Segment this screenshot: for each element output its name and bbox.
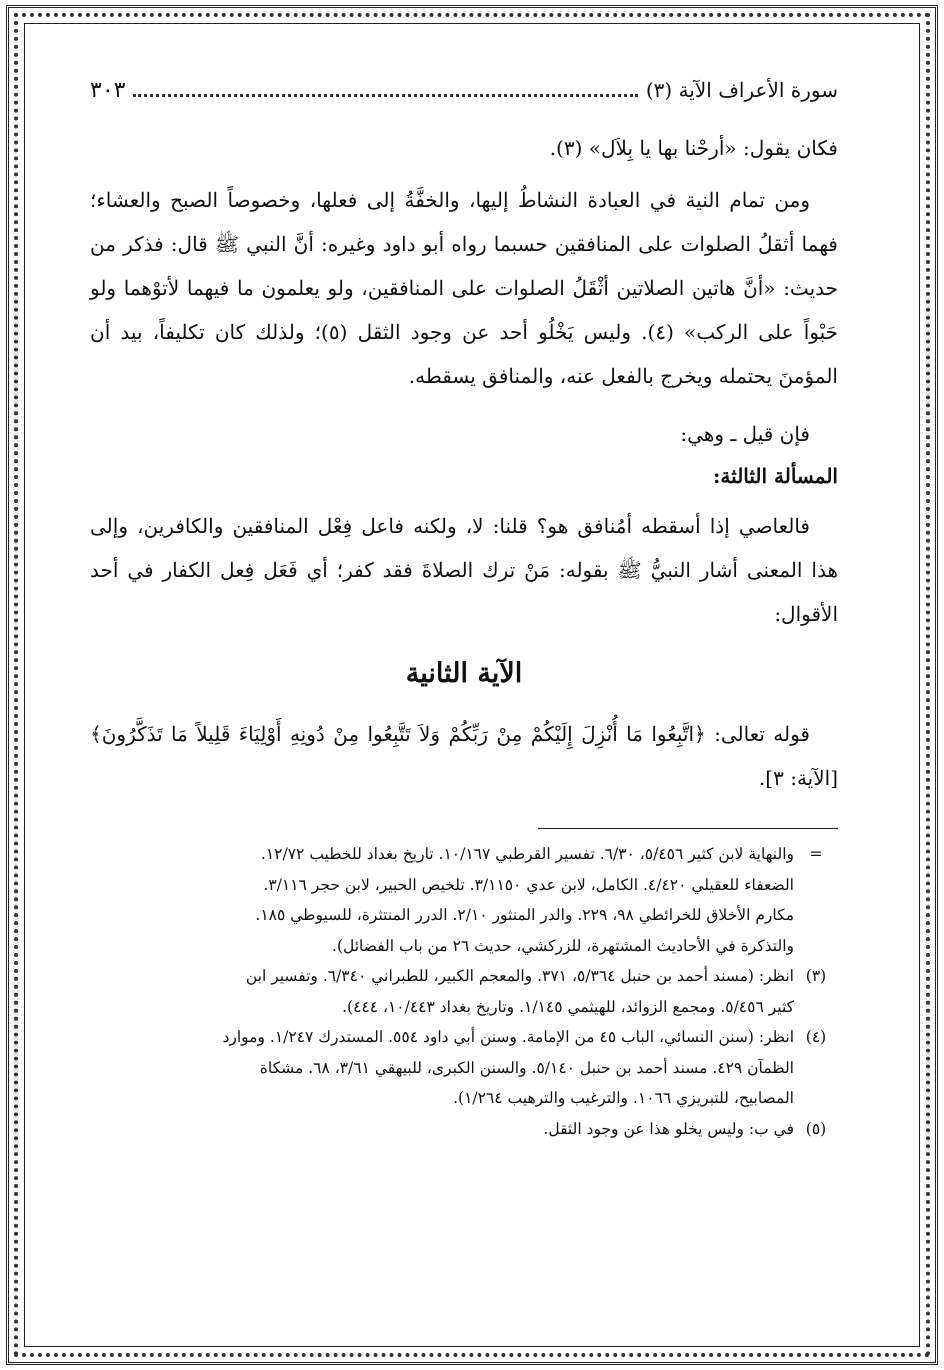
footnote-text [90, 839, 794, 961]
running-head-title: سورة الأعراف الآية (٣) [645, 78, 838, 102]
footnote-mark: = [809, 845, 823, 863]
footnote-3 [90, 961, 838, 1022]
running-head [90, 78, 838, 112]
section-heading: المسألة الثالثة: [713, 464, 838, 488]
footnote-4 [90, 1022, 838, 1114]
ayah-heading: الآية الثانية [405, 658, 523, 689]
footnote-text [90, 961, 794, 1022]
body-paragraph-1: فكان يقول: «أرحْنا بها يا بِلاَل» (٣). [549, 136, 838, 160]
footnote-line: كثير ٥/٤٥٦. ومجمع الزوائد، للهيثمي ١/١٤٥. وتاريخ بغداد ١٠/٤٤٣، ٤٤٤). [342, 997, 794, 1016]
footnote-line: والتذكرة في الأحاديث المشتهرة، للزركشي، حديث ٢٦ من باب الفضائل). [332, 936, 794, 955]
body-paragraph-3: فإن قيل ـ وهي: [680, 422, 810, 446]
footnote-mark: (٤) [805, 1028, 827, 1046]
footnote-text [90, 1022, 794, 1114]
body-paragraph-5: قوله تعالى: ﴿اتَّبِعُوا مَا أُنْزِلَ إِلَيْكُمْ مِنْ رَبِّكُمْ وَلاَ تَتَّبِعُوا مِنْ دُونِهِ أَوْلِيَاءَ قَلِيلاً مَا تَذَكَّرُونَ﴾ [الآية: ٣]. [90, 722, 838, 790]
footnote-line: انظر: (مسند أحمد بن حنبل ٥/٣٦٤، ٣٧١. والمعجم الكبير، للطبراني ٦/٣٤٠. وتفسير ابن [245, 967, 794, 985]
footnote-line: والنهاية لابن كثير ٥/٤٥٦، ٦/٣٠. تفسير القرطبي ١٠/١٦٧. تاريخ بغداد للخطيب ١٢/٧٢. [260, 845, 794, 863]
page-number: ٣٠٣ [90, 78, 126, 103]
footnote-mark: (٥) [805, 1119, 827, 1138]
footnote-line: المصابيح، للتبريزي ١٠٦٦. والترغيب والترهيب ١/٢٦٤). [453, 1089, 794, 1107]
footnote-line: انظر: (سنن النسائي، الباب ٤٥ من الإمامة. وسنن أبي داود ٥٥٤. المستدرك ١/٢٤٧. وموارد [222, 1028, 794, 1046]
footnote-text [90, 1114, 794, 1145]
footnote-line: مكارم الأخلاق للخرائطي ٩٨، ٢٢٩. والدر المنثور ٢/١٠. الدرر المنتثرة، للسيوطي ١٨٥. [255, 906, 794, 924]
body-paragraph-2: ومن تمام النية في العبادة النشاطُ إليها، والخفَّةُ إلى فعلها، وخصوصاً الصبح والعشاء؛ فهما أثقلُ الصلوات على المنافقين حسبما رواه أبو داود وغيره: أنَّ النبي ﷺ قال: فذكر من حديث: «أنَّ هاتين الصلاتين أثْقَلُ الصلوات على المنافقين، ولو يعلمون ما فيهما لأتوْهما ولو حَبْواً على الركب» (٤). وليس يَخْلُو أحد عن وجود الثقل (٥)؛ ولذلك كان تكليفاً، بيد أن المؤمنَ يحتمله ويخرج بالفعل عنه، والمنافق يسقطه. [90, 188, 838, 388]
footnote-continued [90, 839, 838, 961]
footnote-5 [90, 1114, 838, 1145]
footnote-line: الضعفاء للعقيلي ٤/٤٢٠. الكامل، لابن عدي ٣/١١٥٠. تلخيص الحبير، لابن حجر ٣/١١٦. [263, 875, 794, 894]
body-paragraph-4: فالعاصي إذا أسقطه أمُنافق هو؟ قلنا: لا، ولكنه فاعل فِعْل المنافقين والكافرين، وإلى هذا المعنى أشار النبيُّ ﷺ بقوله: مَنْ ترك الصلاةَ فقد كفر؛ أي فَعَل فِعل الكفار في أحد الأقوال: [90, 514, 838, 626]
footnote-line: الظمآن ٤٢٩. مسند أحمد بن حنبل ٥/١٤٠. والسنن الكبرى، للبيهقي ٣/٦١، ٦٨. مشكاة [259, 1058, 794, 1077]
footnote-separator [538, 828, 838, 829]
page-content [90, 78, 838, 1144]
running-head-leader-dots [133, 80, 637, 97]
footnote-mark: (٣) [805, 967, 827, 985]
footnote-line: في ب: وليس يخلو هذا عن وجود الثقل. [543, 1119, 794, 1138]
